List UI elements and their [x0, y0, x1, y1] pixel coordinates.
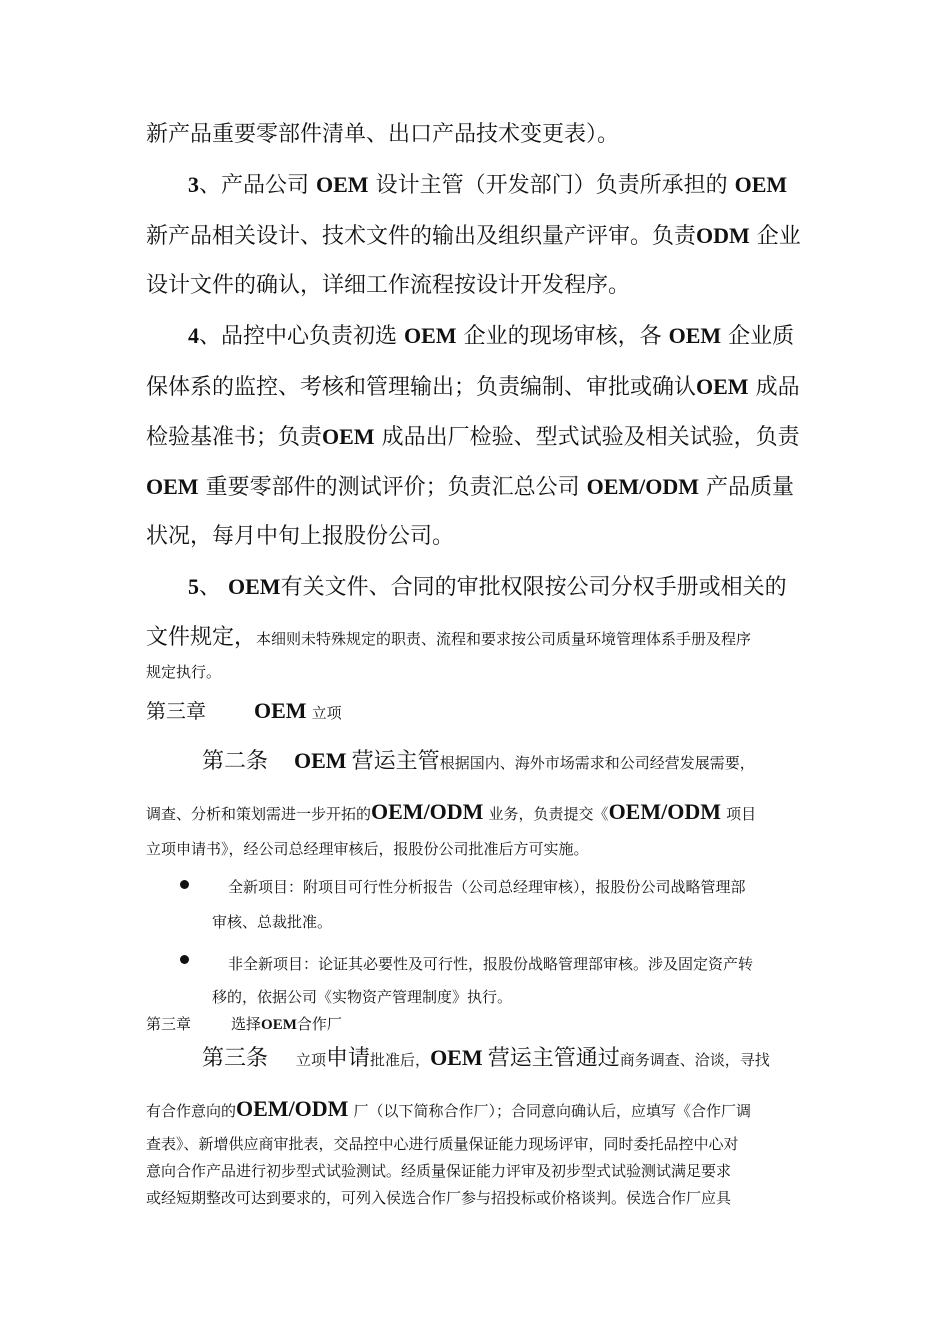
text: 有合作意向的 [146, 1102, 237, 1120]
chapter-label: 第三章 [146, 699, 206, 723]
text: 意向合作产品进行初步型式试验测试。经质量保证能力评审及初步型式试验测试满足要求 [146, 1162, 732, 1180]
text: 产品质量 [706, 475, 795, 500]
paragraph-line [146, 376, 800, 399]
bullet-line [228, 957, 753, 972]
paragraph-line [146, 476, 794, 499]
term-oem: OEM [430, 1045, 483, 1070]
text: 非全新项目：论证其必要性及可行性，报股份战略管理部审核。涉及固定资产转 [228, 955, 754, 973]
term-oem-odm: OEM/ODM [608, 799, 721, 824]
paragraph-line [188, 325, 794, 348]
term-oem: OEM [734, 172, 788, 197]
term-oem: OEM [322, 424, 375, 449]
text: 状况，每月中旬上报股份公司。 [146, 524, 455, 549]
paragraph-line [146, 665, 221, 680]
paragraph-line [146, 124, 619, 146]
bullet-line [212, 915, 332, 930]
text: 成品 [755, 375, 800, 400]
item-number: 5 [188, 574, 199, 599]
text: 新产品重要零部件清单、出口产品技术变更表）。 [146, 122, 620, 147]
article-label: 第二条 [202, 749, 269, 774]
term-oem: OEM [404, 323, 457, 348]
article-line [146, 1137, 739, 1152]
term-oem: OEM [146, 474, 199, 499]
term-odm: ODM [696, 223, 750, 248]
text: 、品控中心负责初选 [199, 324, 398, 349]
text: 保体系的监控、考核和管理输出；负责编制、审批或确认 [146, 375, 697, 400]
text: 文件规定， [146, 625, 257, 650]
term-oem: OEM [668, 323, 722, 348]
text: 企业质 [728, 324, 795, 349]
chapter-heading [146, 700, 342, 722]
text: 根据国内、海外市场需求和公司经营发展需要， [439, 754, 755, 772]
text: 检验基准书；负责 [146, 425, 323, 450]
text: 、 [199, 575, 222, 600]
paragraph-line [146, 627, 751, 649]
item-number: 3 [188, 172, 199, 197]
text: 设计主管（开发部门）负责所承担的 [375, 173, 728, 198]
text: 重要零部件的测试评价；负责汇总公司 [205, 475, 580, 500]
text: 立项申请书》，经公司总经理审核后，报股份公司批准后方可实施。 [146, 840, 589, 858]
term-oem-odm: OEM/ODM [236, 1096, 349, 1121]
paragraph-line [146, 526, 454, 548]
bullet-dot [180, 955, 189, 964]
text: 营运主管 [351, 749, 440, 774]
text: 企业 [756, 224, 801, 249]
text: 商务调查、洽谈，寻找 [619, 1051, 770, 1069]
text: 本细则未特殊规定的职责、流程和要求按公司质量环境管理体系手册及程序 [256, 630, 752, 648]
text: 移的，依据公司《实物资产管理制度》执行。 [212, 988, 513, 1006]
text: 选择 [231, 1015, 262, 1033]
text: 企业的现场审核，各 [463, 324, 662, 349]
paragraph-line [146, 225, 801, 248]
chapter-heading [146, 1017, 342, 1033]
article-line [202, 1047, 770, 1070]
term-oem: OEM [254, 698, 307, 723]
text: 全新项目：附项目可行性分析报告（公司总经理审核），报股份公司战略管理部 [228, 878, 746, 896]
text: 调查、分析和策划需进一步开拓的 [146, 805, 372, 823]
term-oem: OEM [228, 574, 281, 599]
chapter-title: 立项 [311, 704, 342, 722]
article-line [202, 750, 755, 773]
term-oem: OEM [696, 374, 749, 399]
text: 查表》、新增供应商审批表，交品控中心进行质量保证能力现场评审，同时委托品控中心对 [146, 1135, 739, 1153]
term-oem: OEM [294, 748, 347, 773]
article-line [146, 1191, 731, 1206]
text: 营运主管通过 [487, 1046, 620, 1071]
paragraph-line [146, 426, 800, 449]
paragraph-line [146, 275, 630, 297]
text: 有关文件、合同的审批权限按公司分权手册或相关的 [280, 575, 787, 600]
term-oem-odm: OEM/ODM [371, 799, 484, 824]
chapter-label: 第三章 [146, 1015, 192, 1033]
term-oem-odm: OEM/ODM [586, 474, 700, 499]
text: 审核、总裁批准。 [212, 913, 333, 931]
article-label: 第三条 [202, 1046, 269, 1071]
text: 厂（以下简称合作厂）；合同意向确认后，应填写《合作厂调 [353, 1102, 752, 1120]
chapter-title: 合作厂 [296, 1015, 342, 1033]
term-oem: OEM [316, 172, 369, 197]
text: 项目 [726, 805, 757, 823]
text: 新产品相关设计、技术文件的输出及组织量产评审。负责 [146, 224, 697, 249]
article-line [146, 1164, 731, 1179]
bullet-line [212, 990, 512, 1005]
bullet-line [228, 880, 746, 895]
article-line [146, 1098, 751, 1120]
term-oem: OEM [261, 1017, 297, 1033]
text: 规定执行。 [146, 663, 222, 681]
text: 设计文件的确认，详细工作流程按设计开发程序。 [146, 273, 631, 298]
article-line [146, 801, 756, 823]
text: 、产品公司 [199, 173, 310, 198]
paragraph-line [188, 576, 787, 599]
text: 批准后， [370, 1051, 431, 1069]
item-number: 4 [188, 323, 199, 348]
text: 申请 [326, 1046, 371, 1071]
text: 成品出厂检验、型式试验及相关试验，负责 [381, 425, 800, 450]
article-line [146, 842, 589, 857]
text: 立项 [296, 1051, 327, 1069]
text: 业务，负责提交《 [488, 805, 609, 823]
text: 或经短期整改可达到要求的，可列入侯选合作厂参与招投标或价格谈判。侯选合作厂应具 [146, 1189, 732, 1207]
bullet-dot [180, 880, 189, 889]
paragraph-line [188, 174, 787, 197]
